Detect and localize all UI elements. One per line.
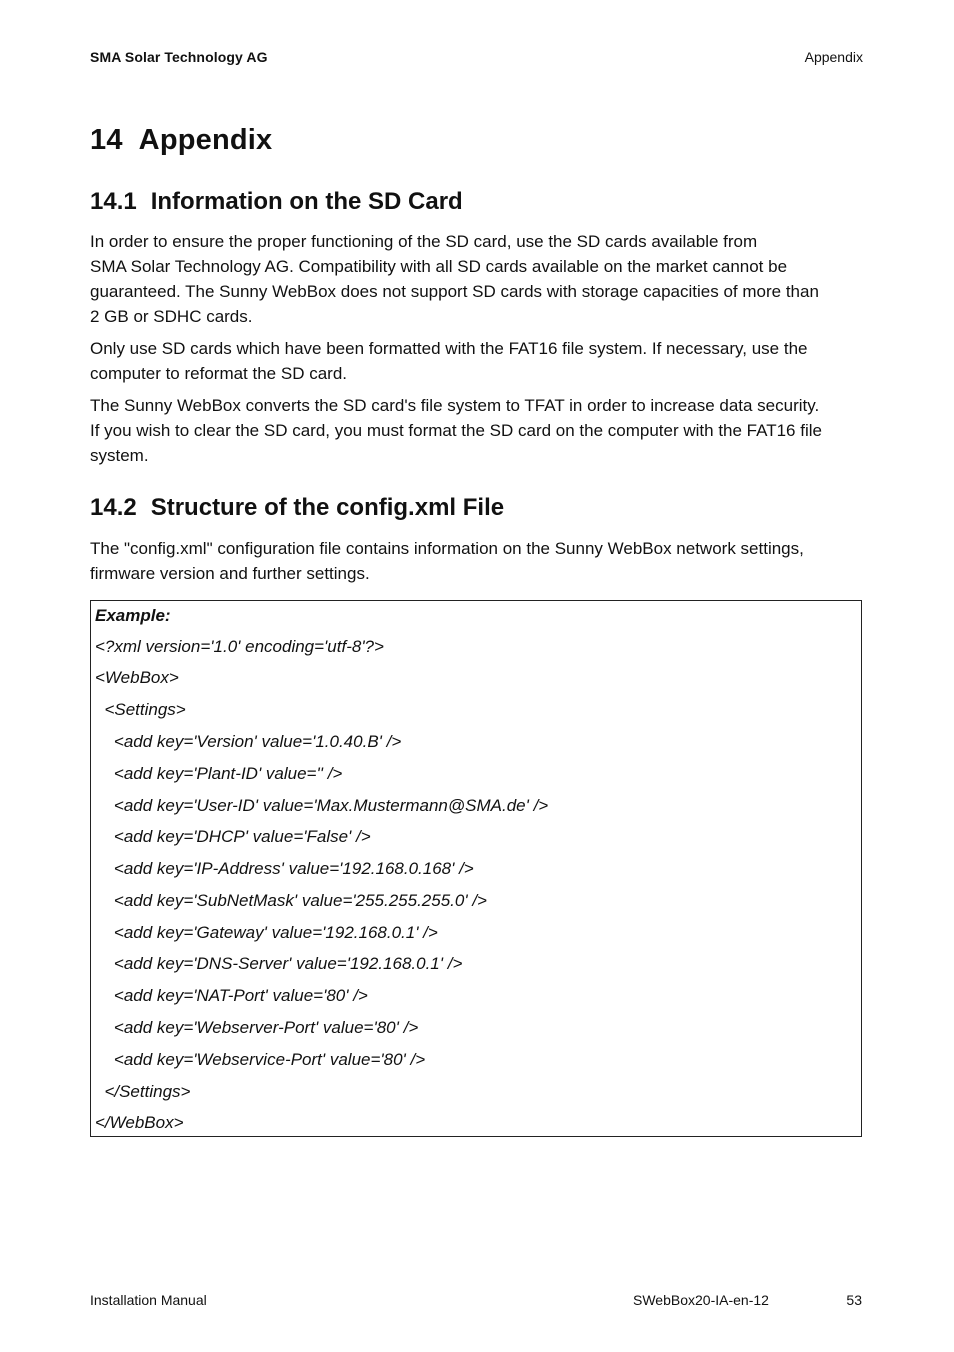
text-line: computer to reformat the SD card. bbox=[90, 364, 347, 383]
section-title: Information on the SD Card bbox=[150, 188, 463, 215]
text-line: The Sunny WebBox converts the SD card's file system to TFAT in order to increase data security. bbox=[90, 396, 820, 415]
code-line: <Settings> bbox=[95, 700, 186, 719]
code-line: <add key='Webservice-Port' value='80' /> bbox=[95, 1050, 426, 1069]
code-line: <add key='Webserver-Port' value='80' /> bbox=[95, 1018, 419, 1037]
text-line: firmware version and further settings. bbox=[90, 564, 370, 583]
text-line: If you wish to clear the SD card, you must format the SD card on the computer with the FAT16 file bbox=[90, 421, 822, 440]
code-line: <add key='DNS-Server' value='192.168.0.1' /> bbox=[95, 954, 463, 973]
text-line: Only use SD cards which have been formatted with the FAT16 file system. If necessary, use the bbox=[90, 339, 808, 358]
sd-card-paragraph-2 bbox=[90, 336, 860, 386]
code-line: <add key='User-ID' value='Max.Mustermann@SMA.de' /> bbox=[95, 796, 549, 815]
section-title: Structure of the config.xml File bbox=[150, 494, 505, 521]
code-line: <add key='Version' value='1.0.40.B' /> bbox=[95, 732, 402, 751]
section-number: 14.1 bbox=[90, 188, 137, 215]
chapter-number: 14 bbox=[90, 124, 123, 156]
text-line: guaranteed. The Sunny WebBox does not support SD cards with storage capacities of more than bbox=[90, 282, 819, 301]
example-code-box bbox=[90, 600, 862, 1137]
header-company: SMA Solar Technology AG bbox=[90, 49, 268, 65]
section-heading-config-xml bbox=[90, 494, 504, 522]
sd-card-paragraph-3 bbox=[90, 393, 860, 468]
code-line: <add key='IP-Address' value='192.168.0.168' /> bbox=[95, 859, 474, 878]
text-line: In order to ensure the proper functioning of the SD card, use the SD cards available from bbox=[90, 232, 758, 251]
config-xml-paragraph bbox=[90, 536, 860, 586]
code-line: <add key='Gateway' value='192.168.0.1' /> bbox=[95, 923, 438, 942]
text-line: SMA Solar Technology AG. Compatibility with all SD cards available on the market cannot be bbox=[90, 257, 788, 276]
header-section: Appendix bbox=[804, 49, 863, 65]
text-line: The "config.xml" configuration file contains information on the Sunny WebBox network settings, bbox=[90, 539, 804, 558]
code-line: <WebBox> bbox=[95, 668, 179, 687]
code-line: <add key='Plant-ID' value='' /> bbox=[95, 764, 343, 783]
code-line: <add key='NAT-Port' value='80' /> bbox=[95, 986, 368, 1005]
code-line: <add key='SubNetMask' value='255.255.255.0' /> bbox=[95, 891, 487, 910]
text-line: 2 GB or SDHC cards. bbox=[90, 307, 253, 326]
footer-doc-type: Installation Manual bbox=[90, 1292, 207, 1308]
footer-doc-code: SWebBox20-IA-en-12 bbox=[633, 1292, 769, 1308]
code-line: </WebBox> bbox=[95, 1113, 184, 1132]
code-line: <add key='DHCP' value='False' /> bbox=[95, 827, 371, 846]
footer-page-number: 53 bbox=[846, 1292, 862, 1308]
text-line: system. bbox=[90, 446, 149, 465]
example-label: Example: bbox=[95, 606, 171, 625]
chapter-heading bbox=[90, 124, 272, 157]
chapter-title: Appendix bbox=[138, 124, 273, 156]
section-heading-sd-card bbox=[90, 188, 463, 216]
code-line: <?xml version='1.0' encoding='utf-8'?> bbox=[95, 637, 384, 656]
code-line: </Settings> bbox=[95, 1082, 191, 1101]
sd-card-paragraph-1 bbox=[90, 229, 860, 329]
section-number: 14.2 bbox=[90, 494, 137, 521]
